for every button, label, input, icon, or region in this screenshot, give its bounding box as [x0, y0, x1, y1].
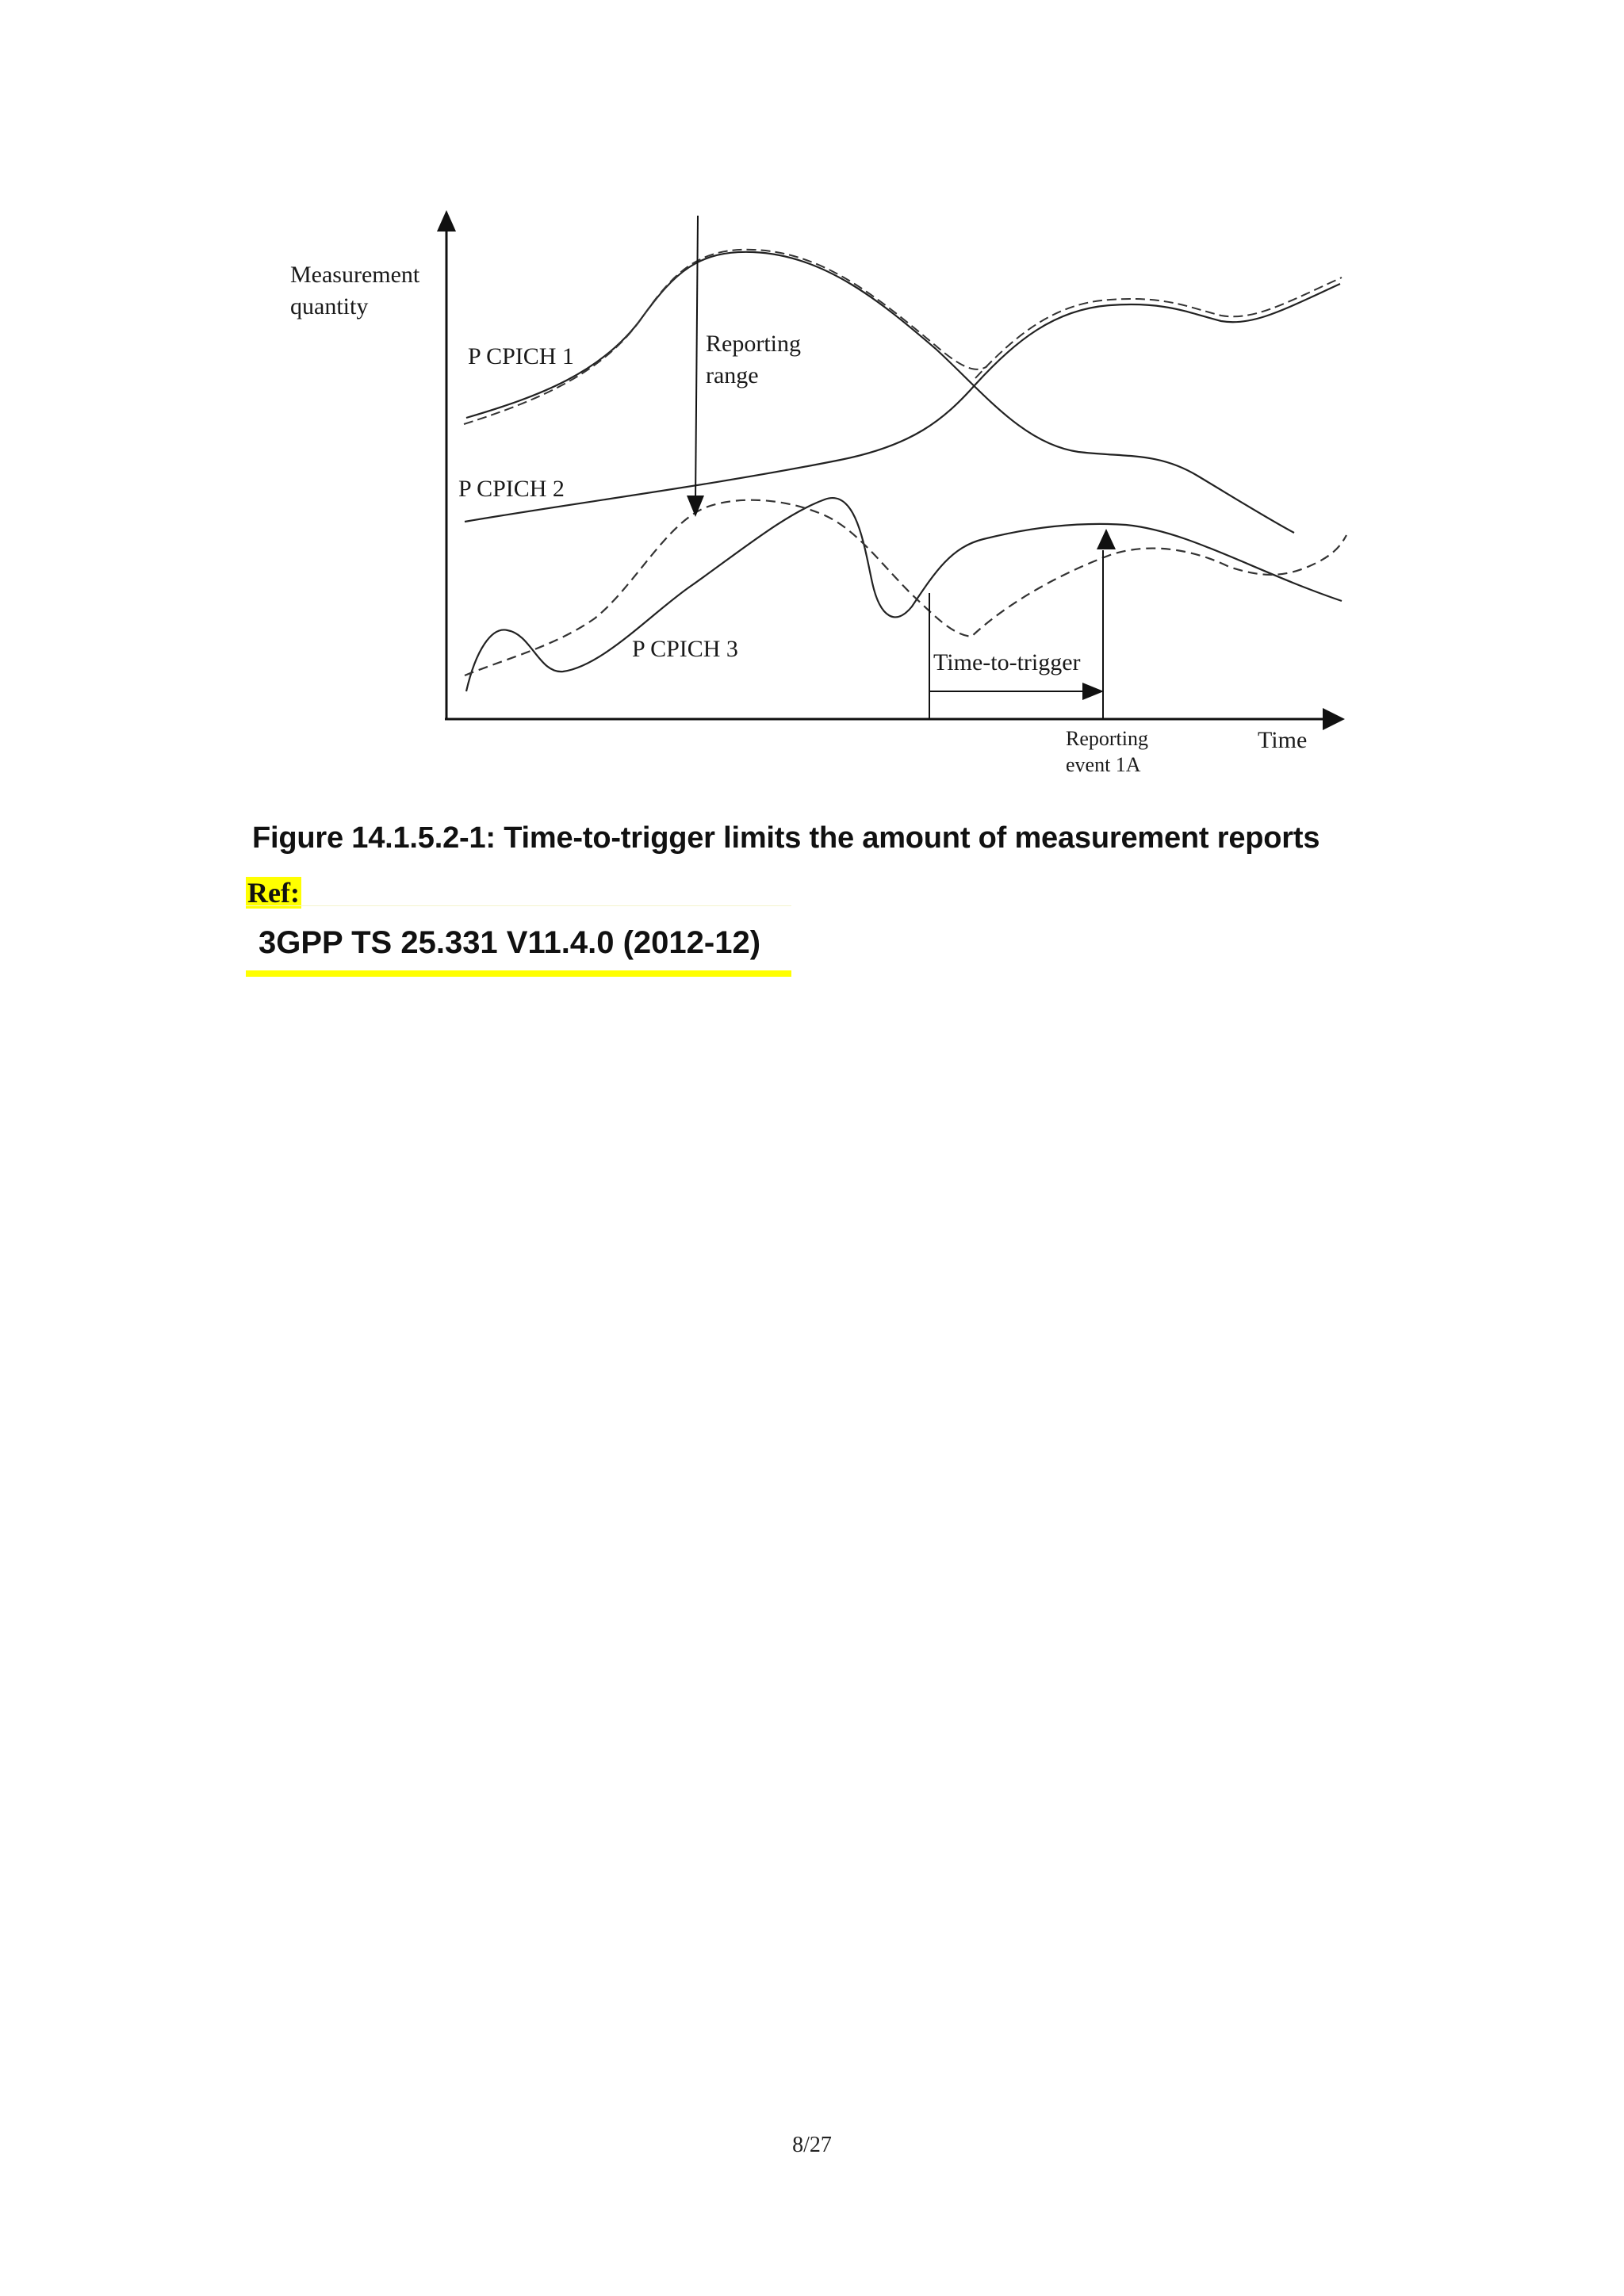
ref-label: Ref: [247, 877, 300, 909]
pcpich1-curve [466, 252, 1294, 533]
time-to-trigger-label: Time-to-trigger [933, 649, 1081, 675]
pcpich2-label: P CPICH 2 [458, 476, 565, 502]
reporting-range-arrowhead [687, 496, 704, 517]
reporting-range-label-line2: range [706, 362, 759, 388]
reporting-event-label-line2: event 1A [1066, 753, 1141, 776]
y-axis-label-line1: Measurement [290, 262, 420, 288]
pcpich3-dashed [465, 500, 1346, 675]
x-axis-label: Time [1258, 727, 1308, 753]
reporting-range-label-line1: Reporting [706, 331, 801, 357]
figure-caption: Figure 14.1.5.2-1: Time-to-trigger limits the amount of measurement reports [252, 821, 1320, 855]
reporting-range-line [695, 216, 698, 502]
x-axis-arrow [1323, 708, 1345, 730]
page-number: 8/27 [792, 2133, 832, 2157]
reporting-event-arrowhead [1097, 529, 1116, 549]
measurement-diagram [0, 0, 1624, 793]
y-axis-arrow [437, 210, 456, 232]
pcpich2-dashed [975, 277, 1342, 378]
pcpich1-label: P CPICH 1 [468, 343, 574, 369]
pcpich2-curve [465, 284, 1340, 522]
y-axis-label-line2: quantity [290, 293, 369, 320]
reporting-event-label-line1: Reporting [1066, 727, 1148, 750]
pcpich3-label: P CPICH 3 [632, 636, 738, 662]
ref-text: 3GPP TS 25.331 V11.4.0 (2012-12) [259, 925, 761, 960]
time-to-trigger-arrowhead [1082, 683, 1104, 700]
pcpich3-curve [466, 498, 1342, 691]
ref-block [246, 905, 791, 977]
